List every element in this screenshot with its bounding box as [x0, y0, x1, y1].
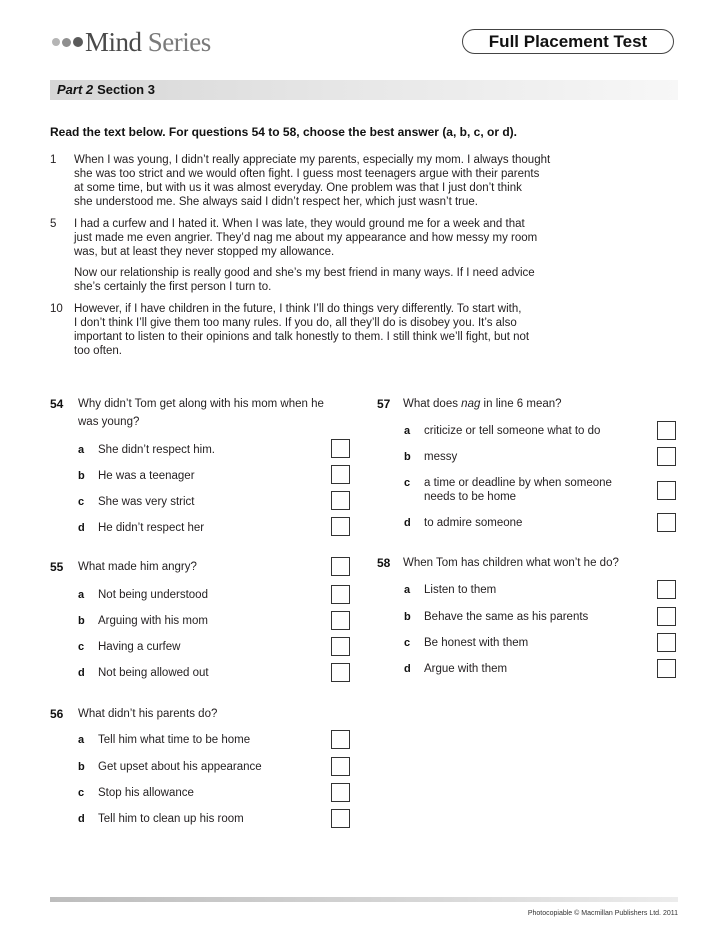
- answer-checkbox[interactable]: [331, 757, 350, 776]
- option-text: Behave the same as his parents: [424, 611, 589, 623]
- option-text: He was a teenager: [98, 470, 195, 482]
- section-number: Section 3: [97, 82, 155, 97]
- option-letter: c: [78, 496, 85, 508]
- passage-line: she’s certainly the first person I turn to.: [74, 281, 272, 293]
- option-letter: c: [78, 641, 85, 653]
- answer-checkbox[interactable]: [657, 580, 676, 599]
- line-number: 5: [50, 218, 57, 230]
- question-text: Why didn’t Tom get along with his mom when he: [78, 398, 324, 410]
- answer-checkbox[interactable]: [331, 491, 350, 510]
- question-text: What didn’t his parents do?: [78, 708, 218, 720]
- passage-line: I had a curfew and I hated it. When I was late, they would ground me for a week and that: [74, 218, 525, 230]
- option-letter: b: [404, 611, 411, 623]
- question-number: 54: [50, 397, 64, 411]
- answer-checkbox[interactable]: [657, 633, 676, 652]
- answer-checkbox[interactable]: [331, 809, 350, 828]
- answer-checkbox[interactable]: [657, 607, 676, 626]
- option-letter: a: [78, 589, 85, 601]
- answer-checkbox[interactable]: [331, 730, 350, 749]
- option-letter: d: [78, 522, 85, 534]
- answer-checkbox[interactable]: [657, 421, 676, 440]
- option-text: Not being understood: [98, 589, 208, 601]
- answer-checkbox[interactable]: [331, 465, 350, 484]
- option-text: Argue with them: [424, 663, 508, 675]
- passage-line: just made me even angrier. They’d nag me about my appearance and how messy my room: [74, 232, 538, 244]
- option-text: Not being allowed out: [98, 667, 209, 679]
- passage-line: When I was young, I didn’t really appreciate my parents, especially my mom. I always thought: [74, 154, 551, 166]
- option-text: needs to be home: [424, 491, 517, 503]
- option-text: Stop his allowance: [98, 787, 194, 799]
- option-text: Tell him what time to be home: [98, 734, 251, 746]
- answer-checkbox[interactable]: [331, 517, 350, 536]
- passage-line: Now our relationship is really good and she’s my best friend in many ways. If I need advice: [74, 267, 535, 279]
- option-letter: c: [404, 477, 411, 489]
- copyright-notice: Photocopiable © Macmillan Publishers Ltd. 2011: [527, 910, 678, 917]
- passage-line: she was too strict and we would often fight. I guess most teenagers argue with their parents: [74, 168, 540, 180]
- answer-checkbox[interactable]: [331, 557, 350, 576]
- passage-line: was, but at least they never stopped my allowance.: [74, 246, 335, 258]
- logo-suffix: Series: [141, 27, 211, 57]
- question-number: 57: [377, 397, 391, 411]
- option-text: Get upset about his appearance: [98, 761, 262, 773]
- option-letter: c: [78, 787, 85, 799]
- passage-line: I don’t think I’ll give them too many rules. If you do, all they’ll do is disobey you. It’s also: [74, 317, 517, 329]
- line-number: 1: [50, 154, 57, 166]
- option-letter: d: [78, 667, 85, 679]
- option-text: messy: [424, 451, 458, 463]
- answer-checkbox[interactable]: [657, 481, 676, 500]
- option-letter: a: [78, 444, 85, 456]
- logo-dots-icon: [52, 37, 83, 47]
- line-number: 10: [50, 303, 63, 315]
- answer-checkbox[interactable]: [657, 513, 676, 532]
- question-emphasis: nag: [461, 398, 481, 410]
- question-text: was young?: [78, 416, 140, 428]
- question-text: What does nag in line 6 mean?: [403, 398, 562, 410]
- option-text: criticize or tell someone what to do: [424, 425, 601, 437]
- footer-bar: [50, 897, 678, 902]
- answer-checkbox[interactable]: [331, 585, 350, 604]
- option-text: Listen to them: [424, 584, 497, 596]
- option-text: a time or deadline by when someone: [424, 477, 612, 489]
- option-letter: d: [404, 663, 411, 675]
- option-letter: a: [404, 584, 411, 596]
- passage-line: However, if I have children in the future, I think I’ll do things very differently. To start with,: [74, 303, 522, 315]
- option-letter: d: [78, 813, 85, 825]
- option-text: Arguing with his mom: [98, 615, 208, 627]
- answer-checkbox[interactable]: [657, 447, 676, 466]
- option-letter: b: [78, 470, 85, 482]
- question-number: 58: [377, 556, 391, 570]
- passage-line: at some time, but with us it was almost everyday. One problem was that I just don’t think: [74, 182, 522, 194]
- option-text: She was very strict: [98, 496, 195, 508]
- option-letter: d: [404, 517, 411, 529]
- option-letter: a: [404, 425, 411, 437]
- answer-checkbox[interactable]: [331, 783, 350, 802]
- section-label: [57, 81, 155, 99]
- question-text: What made him angry?: [78, 561, 197, 573]
- option-letter: a: [78, 734, 85, 746]
- option-letter: b: [404, 451, 411, 463]
- answer-checkbox[interactable]: [331, 637, 350, 656]
- option-text: She didn’t respect him.: [98, 444, 215, 456]
- option-text: Be honest with them: [424, 637, 529, 649]
- passage-line: she understood me. She always said I didn’t respect her, which just wasn’t true.: [74, 196, 478, 208]
- option-letter: b: [78, 615, 85, 627]
- question-number: 56: [50, 707, 64, 721]
- answer-checkbox[interactable]: [331, 611, 350, 630]
- option-text: to admire someone: [424, 517, 523, 529]
- passage-line: important to listen to their opinions and talk honestly to them. I still think we’ll fight, but not: [74, 331, 530, 343]
- series-logo: [52, 28, 211, 56]
- logo-prefix: Mind: [85, 27, 142, 57]
- answer-checkbox[interactable]: [331, 439, 350, 458]
- question-number: 55: [50, 560, 64, 574]
- part-label: Part 2: [57, 82, 94, 97]
- option-text: Having a curfew: [98, 641, 181, 653]
- answer-checkbox[interactable]: [331, 663, 350, 682]
- option-letter: c: [404, 637, 411, 649]
- option-letter: b: [78, 761, 85, 773]
- instructions: Read the text below. For questions 54 to 58, choose the best answer (a, b, c, or d).: [50, 125, 517, 139]
- question-text: When Tom has children what won’t he do?: [403, 557, 619, 569]
- option-text: He didn’t respect her: [98, 522, 205, 534]
- answer-checkbox[interactable]: [657, 659, 676, 678]
- passage-line: too often.: [74, 345, 122, 357]
- test-title: Full Placement Test: [462, 29, 674, 54]
- option-text: Tell him to clean up his room: [98, 813, 244, 825]
